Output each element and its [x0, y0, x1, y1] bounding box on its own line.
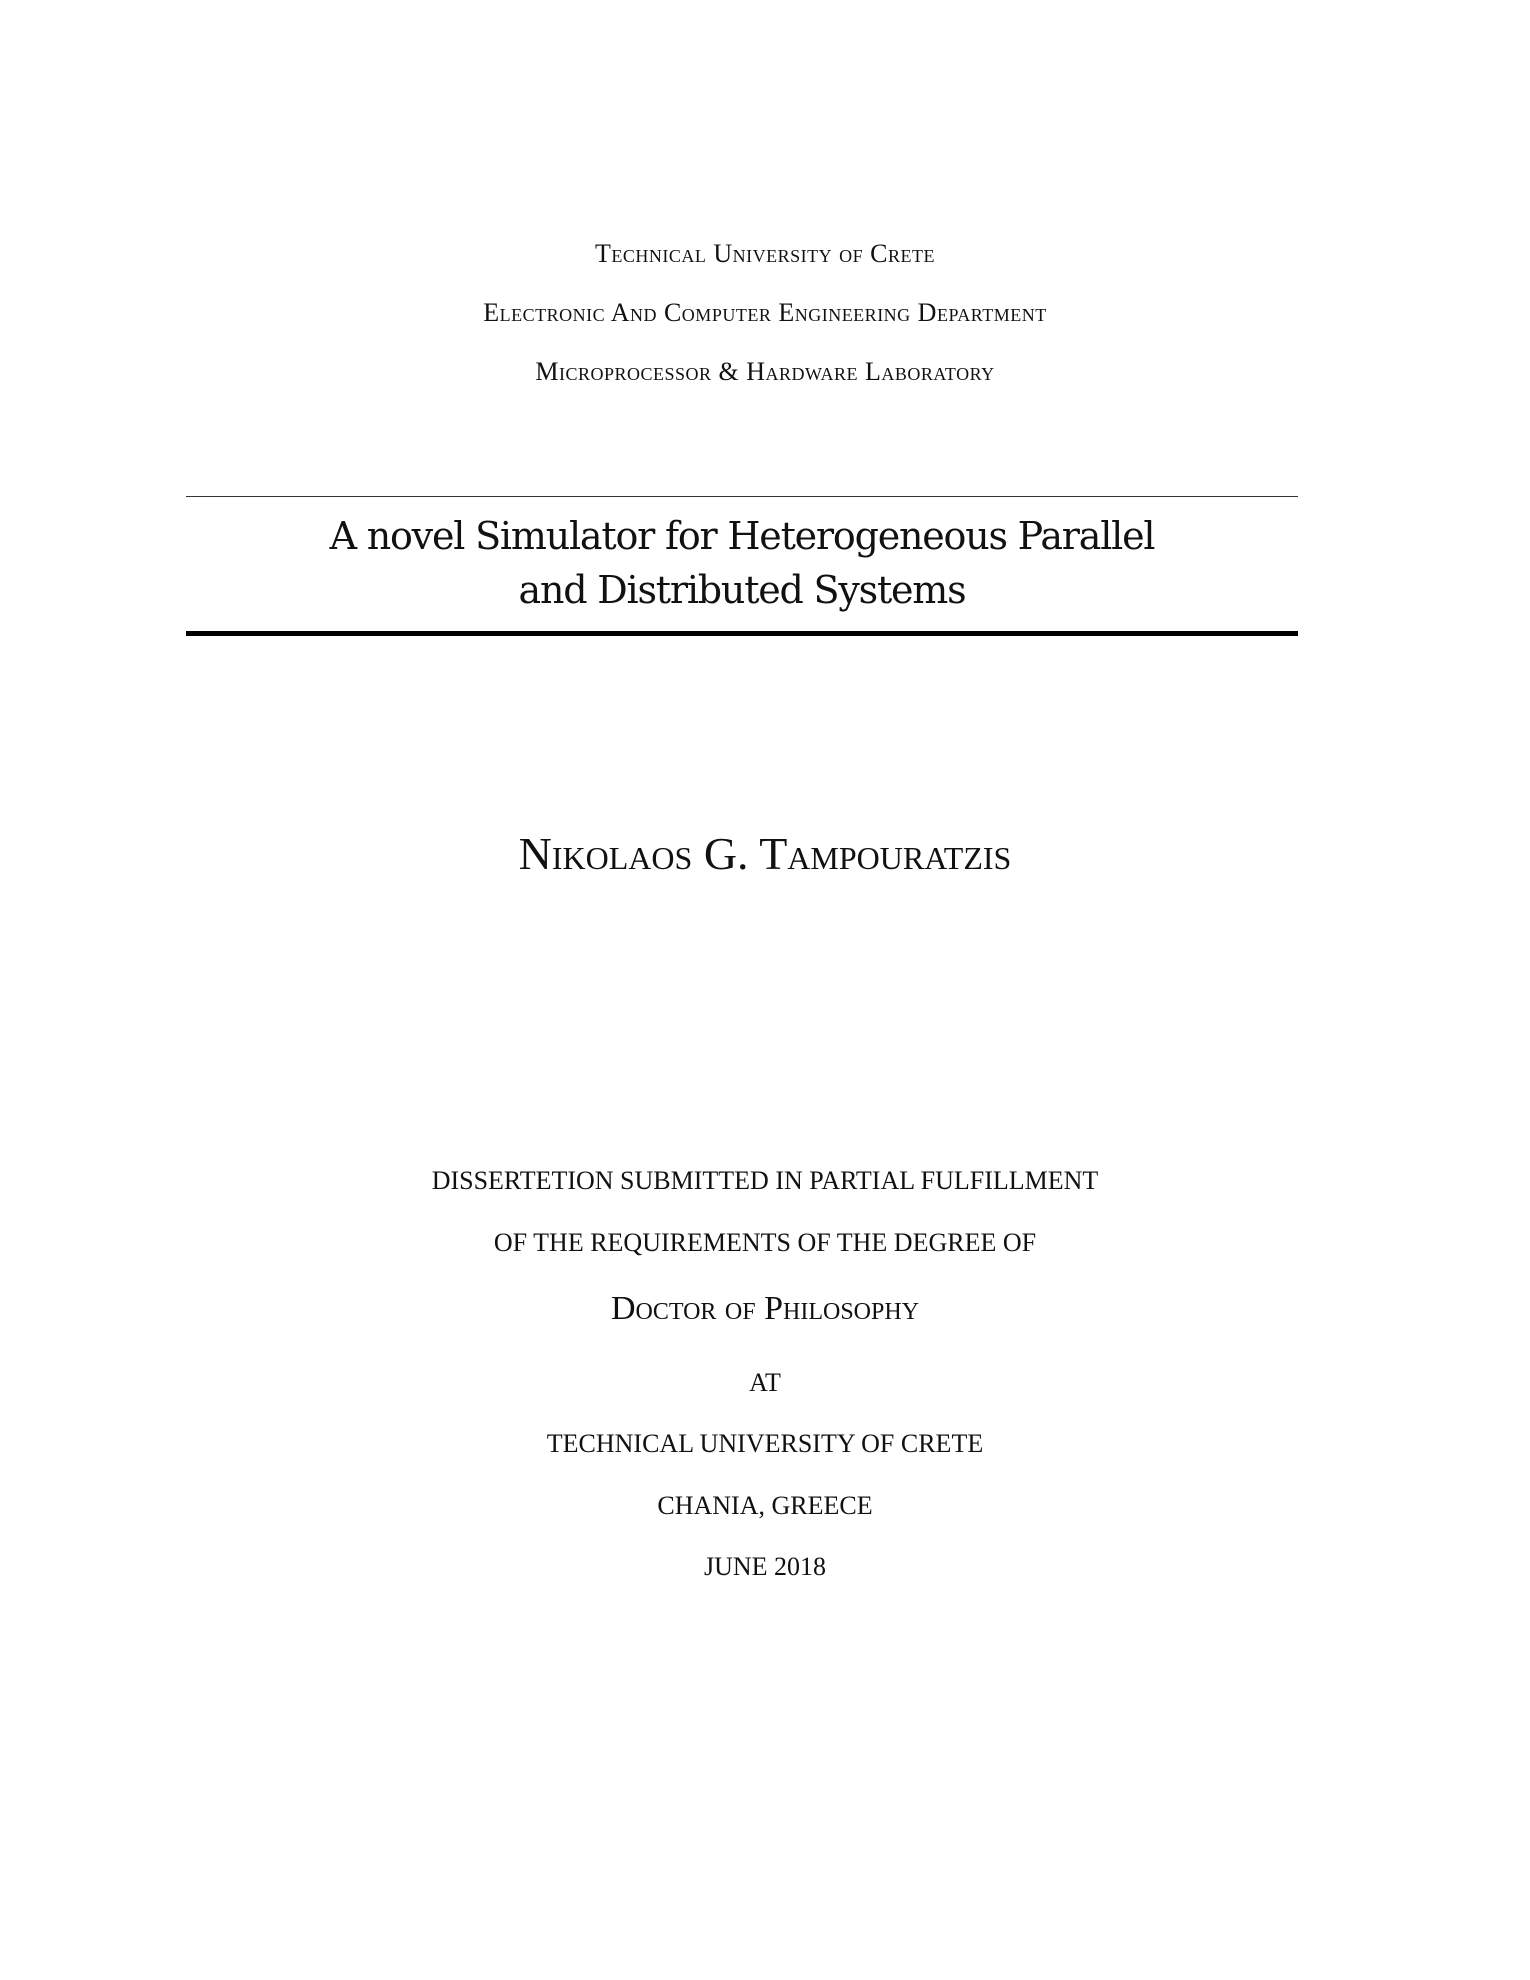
thesis-title-line-1: A novel Simulator for Heterogeneous Parallel [329, 514, 1155, 558]
thesis-title [186, 497, 1298, 631]
submission-line-2: OF THE REQUIREMENTS OF THE DEGREE OF [493, 1228, 1037, 1257]
degree-name: Doctor of Philosophy [610, 1290, 920, 1327]
submission-university: TECHNICAL UNIVERSITY OF CRETE [546, 1429, 984, 1458]
department-name: Electronic And Computer Engineering Department [483, 298, 1047, 327]
title-block [186, 496, 1298, 636]
submission-location: CHANIA, GREECE [657, 1491, 873, 1520]
submission-date: JUNE 2018 [703, 1552, 827, 1581]
thesis-title-line-2: and Distributed Systems [518, 568, 966, 612]
submission-line-1: DISSERTETION SUBMITTED IN PARTIAL FULFILLMENT [431, 1166, 1099, 1195]
author-name: Nikolaos G. Tampouratzis [518, 828, 1012, 879]
university-name: Technical University of Crete [595, 239, 935, 268]
laboratory-name: Microprocessor & Hardware Laboratory [535, 357, 995, 386]
submission-at: AT [749, 1368, 781, 1397]
title-bottom-rule [186, 631, 1298, 636]
